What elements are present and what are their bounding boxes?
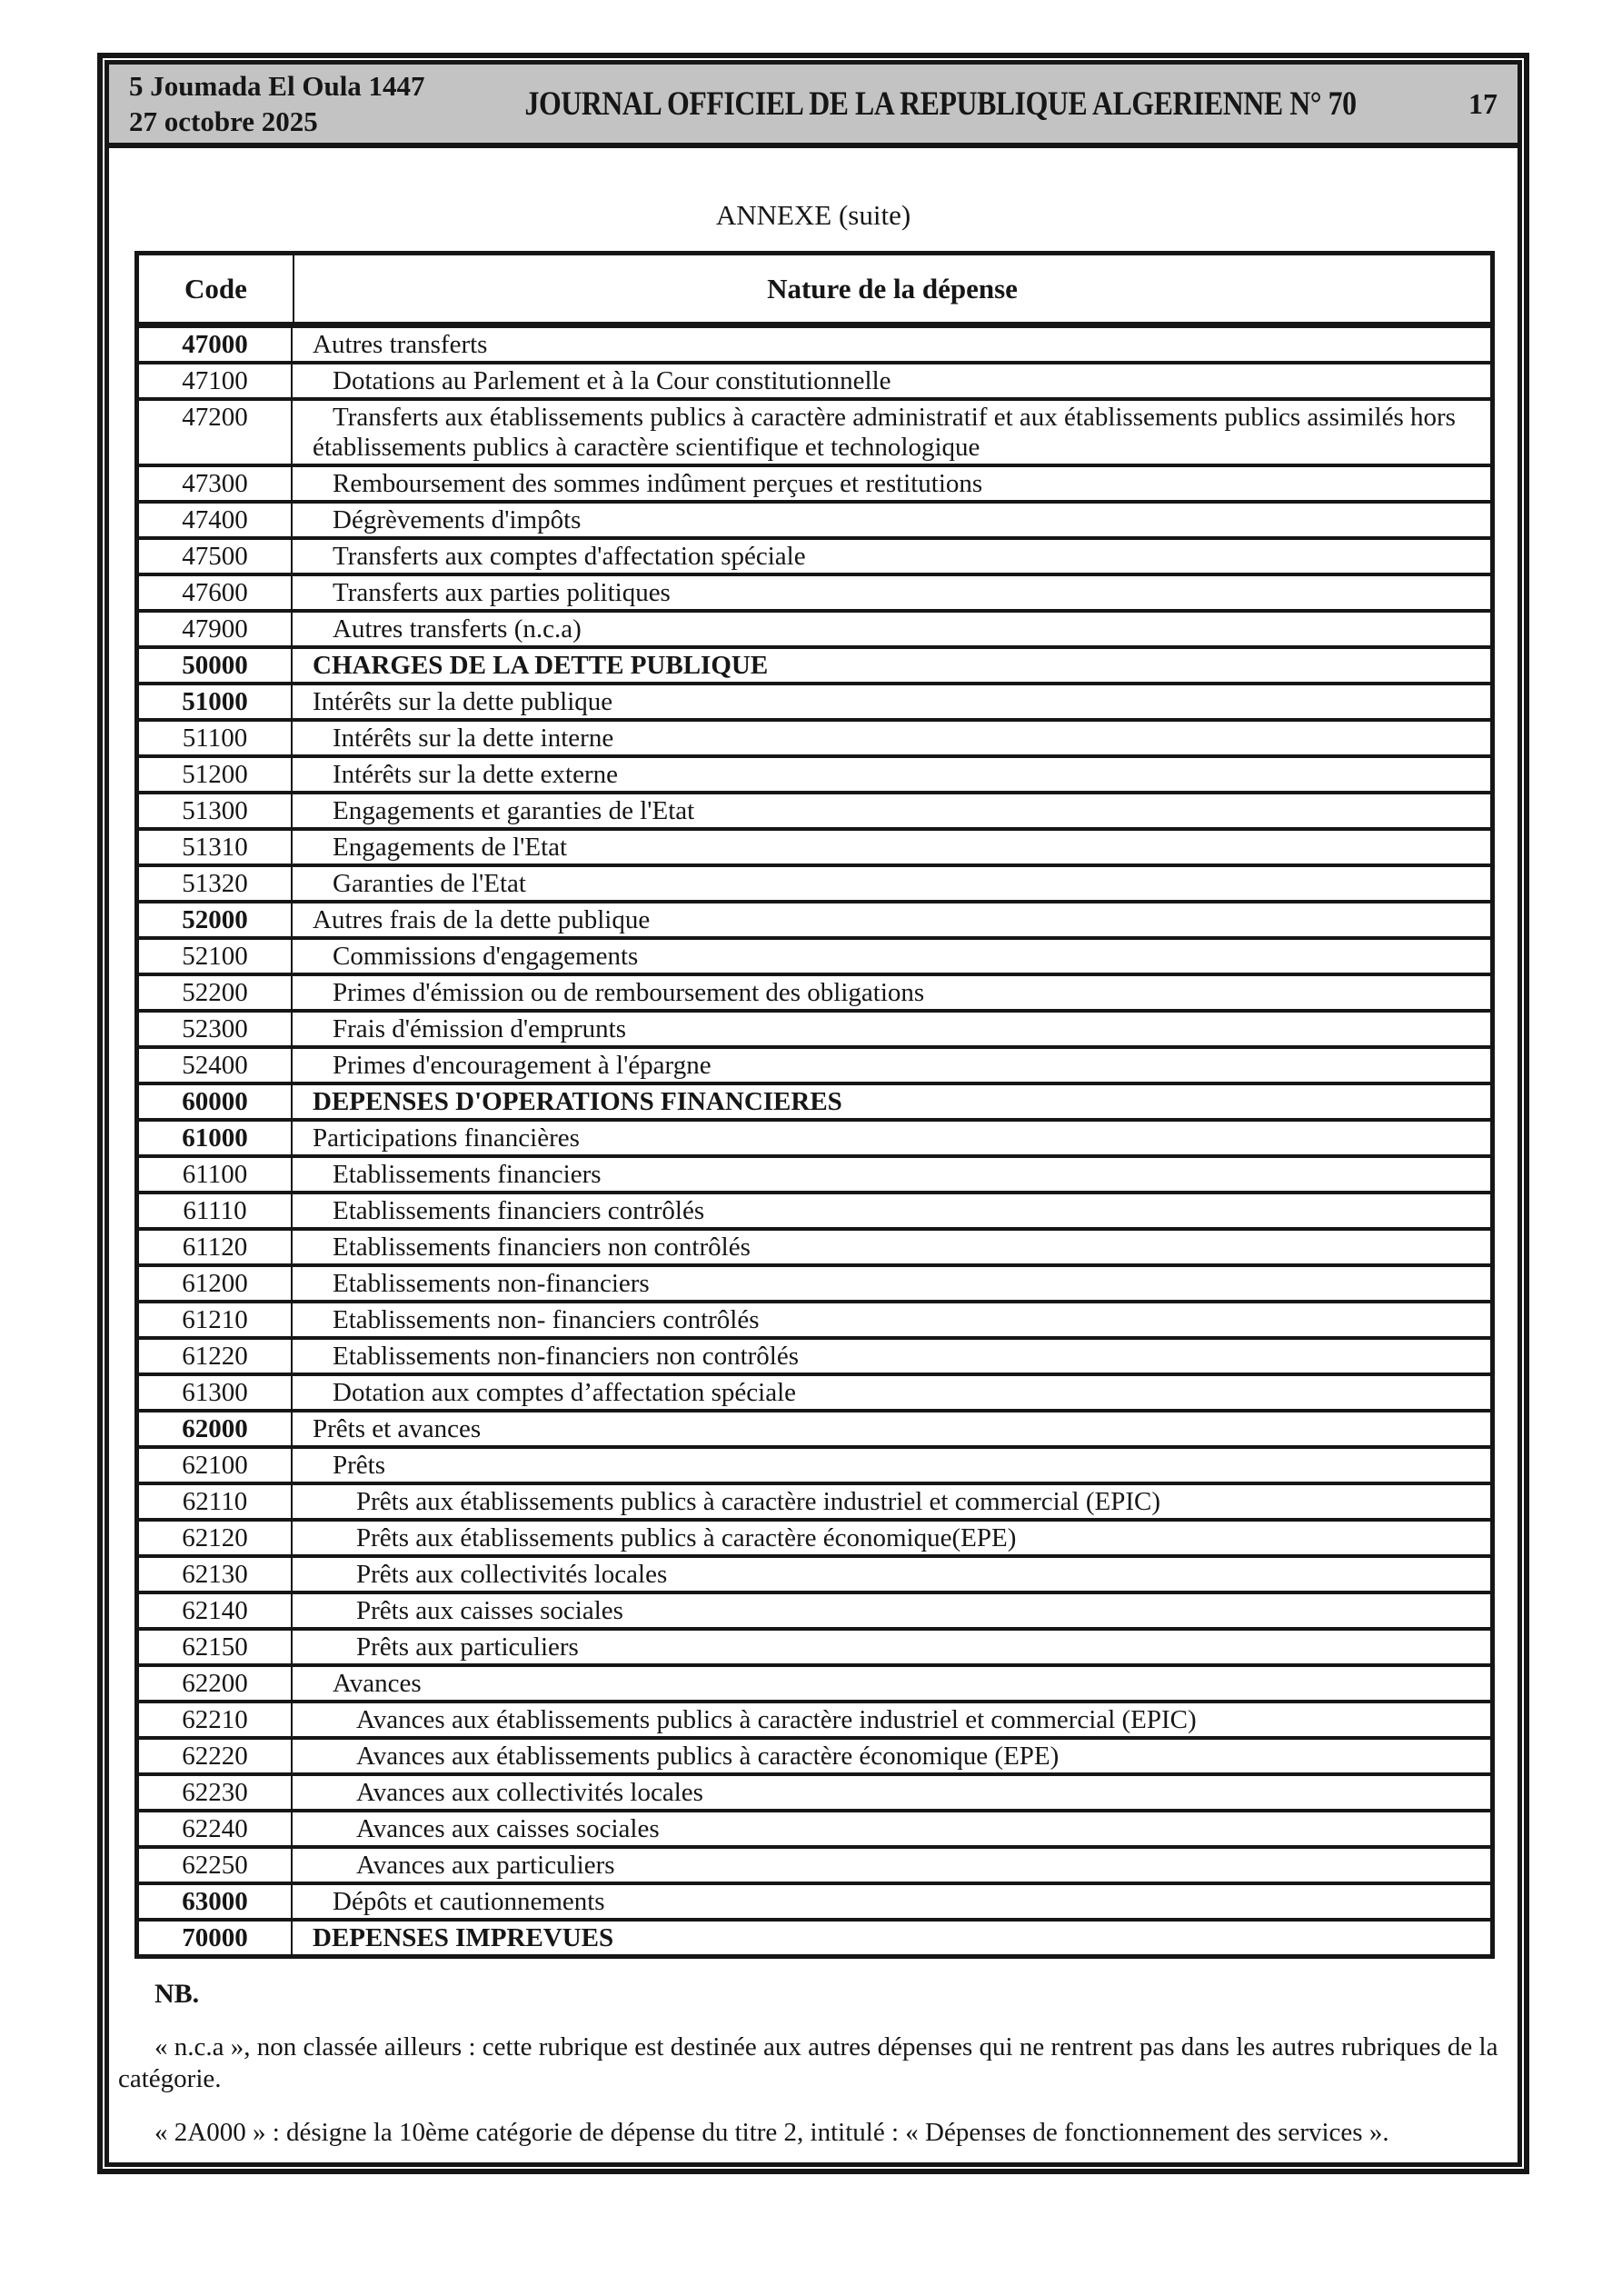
table-row (139, 940, 1490, 976)
date-hijri: 5 Joumada El Oula 1447 (129, 70, 425, 102)
table-row (139, 1667, 1490, 1703)
table-row (139, 504, 1490, 540)
table-row (139, 1776, 1490, 1812)
page-frame-inner (104, 60, 1522, 2167)
table-row (139, 794, 1490, 831)
table-row (139, 1485, 1490, 1522)
code-cell: 62000 (139, 1413, 293, 1445)
nature-cell: Etablissements financiers contrôlés (333, 1196, 705, 1225)
table-row (139, 1631, 1490, 1667)
table-row (139, 867, 1490, 903)
nature-cell: Intérêts sur la dette publique (313, 687, 613, 716)
table-row (139, 401, 1490, 467)
nature-cell: DEPENSES IMPREVUES (313, 1923, 614, 1952)
nature-cell: Avances aux collectivités locales (356, 1778, 703, 1807)
table-row (139, 1194, 1490, 1231)
column-header-nature: Nature de la dépense (767, 272, 1018, 304)
table-row (139, 722, 1490, 758)
table-row (139, 1849, 1490, 1885)
nature-cell: Transferts aux parties politiques (333, 578, 671, 607)
column-header-code: Code (139, 255, 294, 322)
nature-cell: Engagements de l'Etat (333, 833, 568, 862)
nature-cell: Engagements et garanties de l'Etat (333, 796, 695, 825)
annexe-title: ANNEXE (suite) (715, 199, 911, 231)
code-cell: 47500 (139, 540, 293, 573)
code-cell: 70000 (139, 1922, 293, 1954)
table-row (139, 758, 1490, 794)
nature-cell: Prêts aux particuliers (356, 1632, 579, 1662)
code-cell: 62130 (139, 1558, 293, 1591)
table-row (139, 903, 1490, 940)
code-cell: 51100 (139, 722, 293, 754)
nature-cell: Intérêts sur la dette interne (333, 724, 614, 753)
table-row (139, 1812, 1490, 1849)
nature-cell: Prêts et avances (313, 1414, 482, 1443)
table-row (139, 1740, 1490, 1776)
nature-cell: Dégrèvements d'impôts (333, 505, 582, 534)
date-gregorian: 27 octobre 2025 (129, 105, 318, 137)
code-cell: 52300 (139, 1013, 293, 1045)
nb-title: NB. (154, 1979, 200, 2009)
code-cell: 51300 (139, 794, 293, 827)
nature-cell: Primes d'émission ou de remboursement des obligations (333, 978, 925, 1007)
code-cell: 61120 (139, 1231, 293, 1263)
masthead-dates (129, 68, 438, 139)
table-row (139, 467, 1490, 504)
nature-cell: Garanties de l'Etat (333, 869, 526, 898)
nature-cell: Etablissements non-financiers (333, 1269, 650, 1298)
table-row (139, 976, 1490, 1013)
masthead-band (109, 65, 1518, 148)
table-header-row (139, 255, 1490, 328)
nature-cell: Avances aux particuliers (356, 1851, 615, 1880)
page-number: 17 (1468, 86, 1498, 120)
code-cell: 61300 (139, 1376, 293, 1409)
nature-cell: Dépôts et cautionnements (333, 1887, 605, 1916)
journal-title: JOURNAL OFFICIEL DE LA REPUBLIQUE ALGERIENNE N° 70 (524, 85, 1357, 123)
code-cell: 47400 (139, 504, 293, 536)
nature-cell: Prêts aux caisses sociales (356, 1596, 623, 1625)
nature-cell: Etablissements non- financiers contrôlés (333, 1305, 760, 1334)
code-cell: 62200 (139, 1667, 293, 1700)
code-cell: 47100 (139, 364, 293, 397)
code-cell: 63000 (139, 1885, 293, 1918)
code-cell: 62250 (139, 1849, 293, 1882)
nature-cell: Commissions d'engagements (333, 942, 639, 971)
table-row (139, 1558, 1490, 1594)
nature-cell: Transferts aux comptes d'affectation spéciale (333, 542, 806, 571)
code-cell: 61200 (139, 1267, 293, 1300)
code-cell: 61220 (139, 1340, 293, 1373)
code-cell: 61100 (139, 1158, 293, 1191)
code-cell: 62150 (139, 1631, 293, 1663)
nature-cell: Etablissements non-financiers non contrôlés (333, 1342, 800, 1371)
nature-cell: Dotations au Parlement et à la Cour constitutionnelle (333, 366, 891, 395)
table-row (139, 1013, 1490, 1049)
nb-section (118, 1978, 1508, 2149)
table-row (139, 1085, 1490, 1122)
table-row (139, 1267, 1490, 1303)
code-cell: 47300 (139, 467, 293, 500)
table-row (139, 831, 1490, 867)
code-cell: 61210 (139, 1303, 293, 1336)
nature-cell: Prêts (333, 1451, 385, 1480)
table-row (139, 685, 1490, 722)
table-row (139, 1158, 1490, 1194)
code-cell: 62210 (139, 1703, 293, 1736)
code-cell: 52000 (139, 903, 293, 936)
nature-cell: Etablissements financiers non contrôlés (333, 1233, 751, 1262)
nature-cell: Primes d'encouragement à l'épargne (333, 1051, 711, 1080)
code-cell: 47900 (139, 613, 293, 645)
code-cell: 62220 (139, 1740, 293, 1772)
table-row (139, 1340, 1490, 1376)
nature-cell: Avances aux établissements publics à caractère économique (EPE) (356, 1742, 1060, 1771)
nature-cell: Autres transferts (n.c.a) (333, 614, 582, 644)
table-row (139, 1594, 1490, 1631)
page-frame (97, 53, 1529, 2174)
nature-cell: CHARGES DE LA DETTE PUBLIQUE (313, 651, 769, 680)
table-row (139, 1885, 1490, 1922)
journal-title-wrap (438, 85, 1443, 124)
nature-cell: Autres transferts (313, 330, 488, 359)
code-cell: 52400 (139, 1049, 293, 1082)
nature-cell: Avances (333, 1669, 422, 1698)
code-cell: 51320 (139, 867, 293, 900)
table-row (139, 1231, 1490, 1267)
code-table (134, 251, 1495, 1959)
table-row (139, 1303, 1490, 1340)
nature-cell: Intérêts sur la dette externe (333, 760, 619, 789)
code-cell: 51200 (139, 758, 293, 791)
nature-cell: DEPENSES D'OPERATIONS FINANCIERES (313, 1087, 842, 1116)
nature-cell: Prêts aux collectivités locales (356, 1560, 668, 1589)
nature-cell: Frais d'émission d'emprunts (333, 1014, 626, 1043)
code-cell: 60000 (139, 1085, 293, 1118)
code-cell: 62140 (139, 1594, 293, 1627)
code-cell: 51310 (139, 831, 293, 863)
code-cell: 47600 (139, 576, 293, 609)
table-row (139, 328, 1490, 364)
code-cell: 52100 (139, 940, 293, 973)
table-row (139, 613, 1490, 649)
nature-cell: Participations financières (313, 1123, 580, 1153)
table-row (139, 364, 1490, 401)
nb-note-2a000: « 2A000 » : désigne la 10ème catégorie de dépense du titre 2, intitulé : « Dépenses de fonctionnement des services ». (154, 2118, 1389, 2147)
code-cell: 62110 (139, 1485, 293, 1518)
code-cell: 50000 (139, 649, 293, 682)
code-cell: 52200 (139, 976, 293, 1009)
table-row (139, 649, 1490, 685)
table-row (139, 1376, 1490, 1413)
nb-note-nca: « n.c.a », non classée ailleurs : cette rubrique est destinée aux autres dépenses qui ne rentrent pas dans les autres rubriques de la catégorie. (118, 2032, 1498, 2093)
nature-cell: Prêts aux établissements publics à caractère économique(EPE) (356, 1523, 1017, 1552)
table-row (139, 540, 1490, 576)
table-row (139, 1449, 1490, 1485)
code-cell: 62100 (139, 1449, 293, 1482)
nature-cell: Remboursement des sommes indûment perçues et restitutions (333, 469, 983, 498)
nature-cell: Etablissements financiers (333, 1160, 602, 1189)
table-row (139, 1703, 1490, 1740)
nature-cell: Avances aux caisses sociales (356, 1814, 660, 1843)
table-row (139, 1049, 1490, 1085)
code-table-body (139, 328, 1490, 1954)
nature-cell: Autres frais de la dette publique (313, 905, 651, 934)
table-row (139, 1413, 1490, 1449)
table-row (139, 1122, 1490, 1158)
nature-cell: Avances aux établissements publics à caractère industriel et commercial (EPIC) (356, 1705, 1197, 1734)
nature-cell: Transferts aux établissements publics à caractère administratif et aux établissements publics assimilés hors établissements publics à caractère scientifique et technologique (313, 403, 1456, 462)
code-cell: 61110 (139, 1194, 293, 1227)
code-cell: 62230 (139, 1776, 293, 1809)
code-cell: 62240 (139, 1812, 293, 1845)
nature-cell: Prêts aux établissements publics à caractère industriel et commercial (EPIC) (356, 1487, 1160, 1516)
code-cell: 47000 (139, 328, 293, 361)
table-row (139, 1922, 1490, 1954)
code-cell: 62120 (139, 1522, 293, 1554)
code-cell: 47200 (139, 401, 293, 464)
table-row (139, 1522, 1490, 1558)
table-row (139, 576, 1490, 613)
code-cell: 51000 (139, 685, 293, 718)
code-cell: 61000 (139, 1122, 293, 1154)
nature-cell: Dotation aux comptes d’affectation spéciale (333, 1378, 796, 1407)
